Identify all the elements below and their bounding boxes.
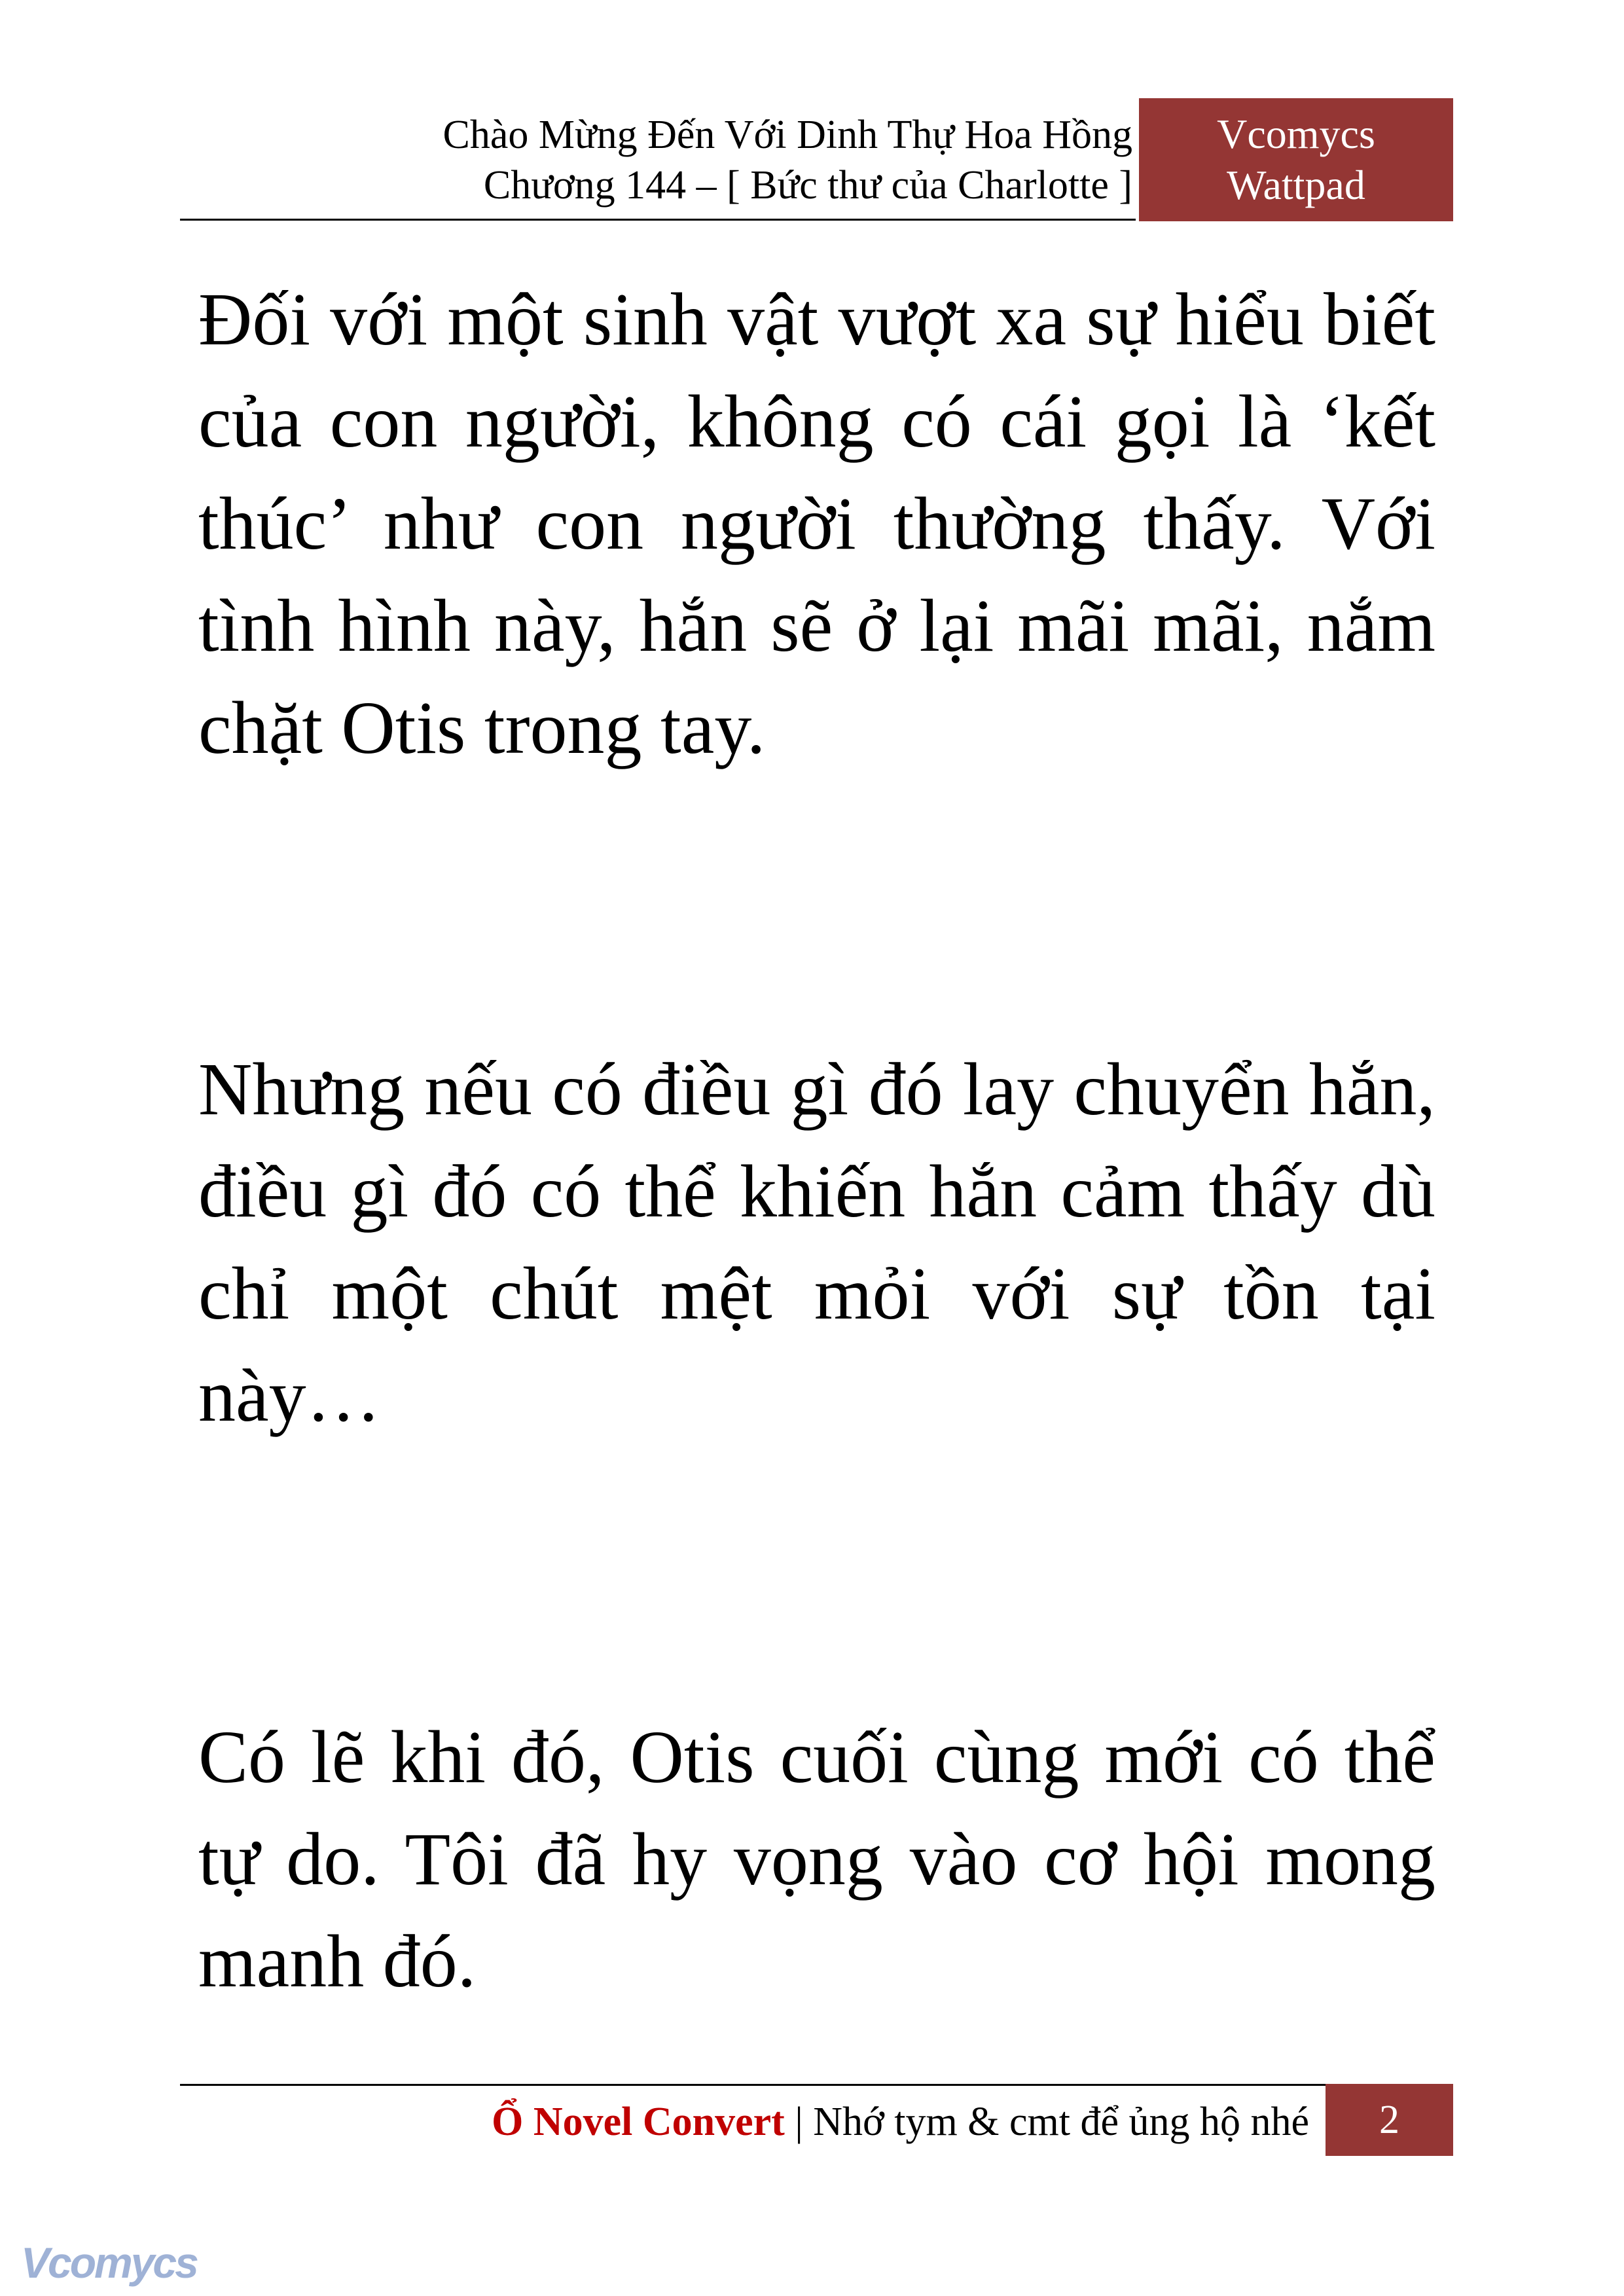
watermark-logo: Vcomycs — [21, 2238, 197, 2287]
header-divider — [180, 219, 1136, 221]
page-body — [198, 268, 1435, 2013]
footer-note: Nhớ tym & cmt để ủng hộ nhé — [813, 2100, 1309, 2144]
header-text — [443, 110, 1133, 211]
header-source-badge — [1139, 98, 1453, 221]
page-footer — [180, 2084, 1453, 2156]
paragraph: Có lẽ khi đó, Otis cuối cùng mới có thể tự do. Tôi đã hy vọng vào cơ hội mong manh đó. — [198, 1715, 1435, 2003]
page-number: 2 — [1326, 2084, 1453, 2156]
footer-text — [492, 2096, 1309, 2148]
page-header — [180, 98, 1453, 219]
source-line-1: Vcomycs — [1217, 111, 1375, 157]
footer-divider — [180, 2084, 1326, 2086]
paragraph: Nhưng nếu có điều gì đó lay chuyển hắn, điều gì đó có thể khiến hắn cảm thấy dù chỉ một chút mệt mỏi với sự tồn tại này… — [198, 1048, 1435, 1437]
book-title: Chào Mừng Đến Với Dinh Thự Hoa Hồng — [442, 113, 1132, 157]
footer-separator: | — [784, 2100, 814, 2144]
chapter-title: Chương 144 – [ Bức thư của Charlotte ] — [483, 163, 1132, 208]
footer-brand: Ổ Novel Convert — [492, 2100, 785, 2144]
paragraph: Đối với một sinh vật vượt xa sự hiểu biết của con người, không có cái gọi là ‘kết thúc’ như con người thường thấy. Với tình hình này, hắn sẽ ở lại mãi mãi, nắm chặt Otis trong tay. — [198, 278, 1435, 769]
source-line-2: Wattpad — [1227, 162, 1365, 208]
